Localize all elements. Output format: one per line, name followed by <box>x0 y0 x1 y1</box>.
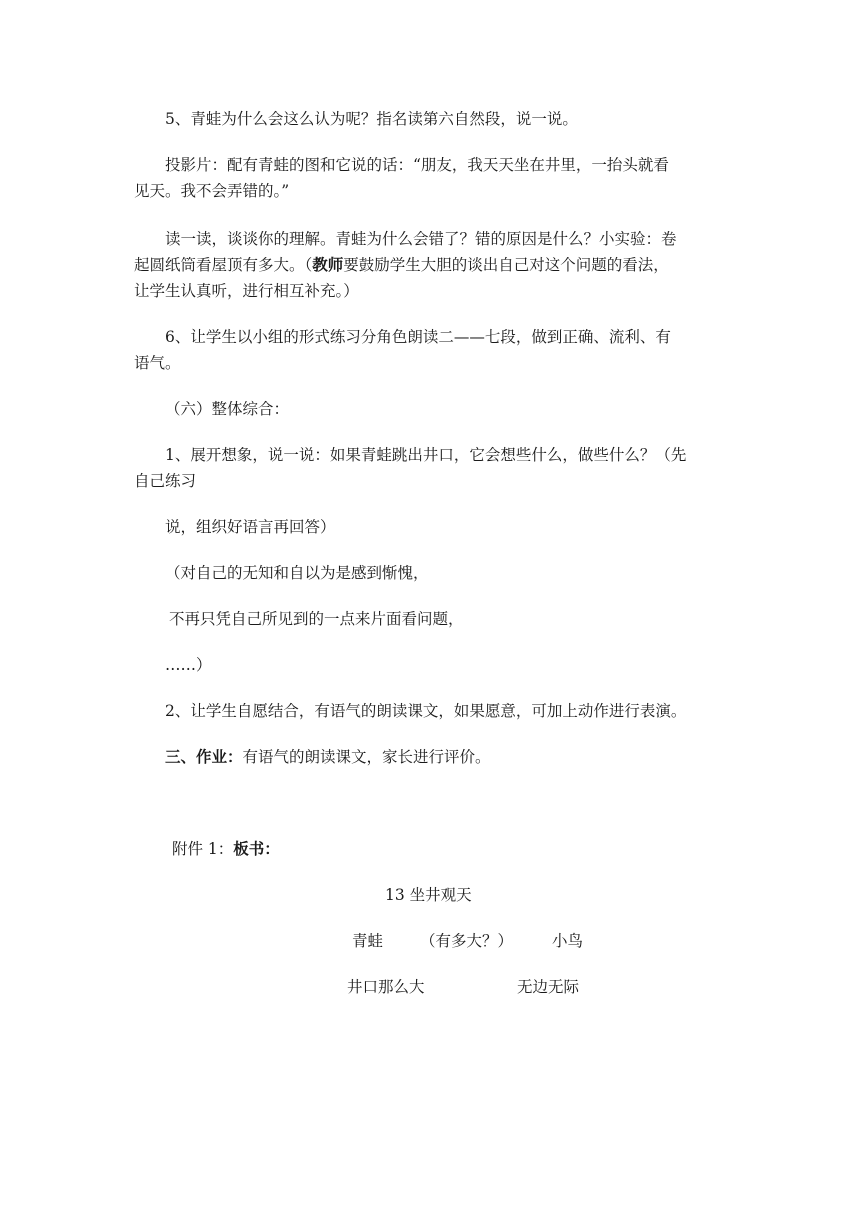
paragraph-ashamed: （对自己的无知和自以为是感到惭愧， <box>165 564 429 582</box>
paragraph-onesided: 不再只凭自己所见到的一点来片面看问题， <box>169 610 464 628</box>
paragraph-reading-line2: 起圆纸筒看屋顶有多大。（教师要鼓励学生大胆的谈出自己对这个问题的看法， <box>134 255 669 274</box>
paragraph-step6-line1: 6、让学生以小组的形式练习分角色朗读二——七段，做到正确、流利、有 <box>165 328 671 346</box>
board-bird: 小鸟 <box>552 932 584 950</box>
attachment-heading: 附件 1：板书： <box>172 839 280 858</box>
board-bird-view: 无边无际 <box>517 978 580 996</box>
paragraph-projection-line2: 见天。我不会弄错的。” <box>134 182 290 200</box>
paragraph-ellipsis: ……） <box>165 656 212 674</box>
paragraph-step2: 2、让学生自愿结合，有语气的朗读课文，如果愿意，可加上动作进行表演。 <box>165 702 687 720</box>
board-frog: 青蛙 <box>352 932 384 950</box>
board-frog-view: 井口那么大 <box>347 978 425 996</box>
paragraph-answer: 说，组织好语言再回答） <box>165 518 336 536</box>
paragraph-homework: 三、作业：有语气的朗读课文，家长进行评价。 <box>165 747 491 766</box>
bold-teacher: 教师 <box>312 255 344 274</box>
paragraph-step5: 5、青蛙为什么会这么认为呢？指名读第六自然段，说一说。 <box>165 110 578 128</box>
paragraph-reading-line3: 让学生认真听，进行相互补充。） <box>134 282 359 300</box>
paragraph-step6-line2: 语气。 <box>134 354 181 372</box>
paragraph-imagine-line2: 自己练习 <box>134 472 197 490</box>
board-title: 13 坐井观天 <box>385 886 472 904</box>
paragraph-imagine-line1: 1、展开想象，说一说：如果青蛙跳出井口，它会想些什么，做些什么？（先 <box>165 446 687 464</box>
paragraph-reading-line1: 读一读，谈谈你的理解。青蛙为什么会错了？错的原因是什么？小实验：卷 <box>165 230 677 248</box>
section-heading-six: （六）整体综合： <box>165 400 290 418</box>
homework-heading: 三、作业： <box>165 747 243 766</box>
paragraph-projection-line1: 投影片：配有青蛙的图和它说的话：“朋友，我天天坐在井里，一抬头就看 <box>165 156 669 174</box>
board-question: （有多大？） <box>420 932 514 950</box>
